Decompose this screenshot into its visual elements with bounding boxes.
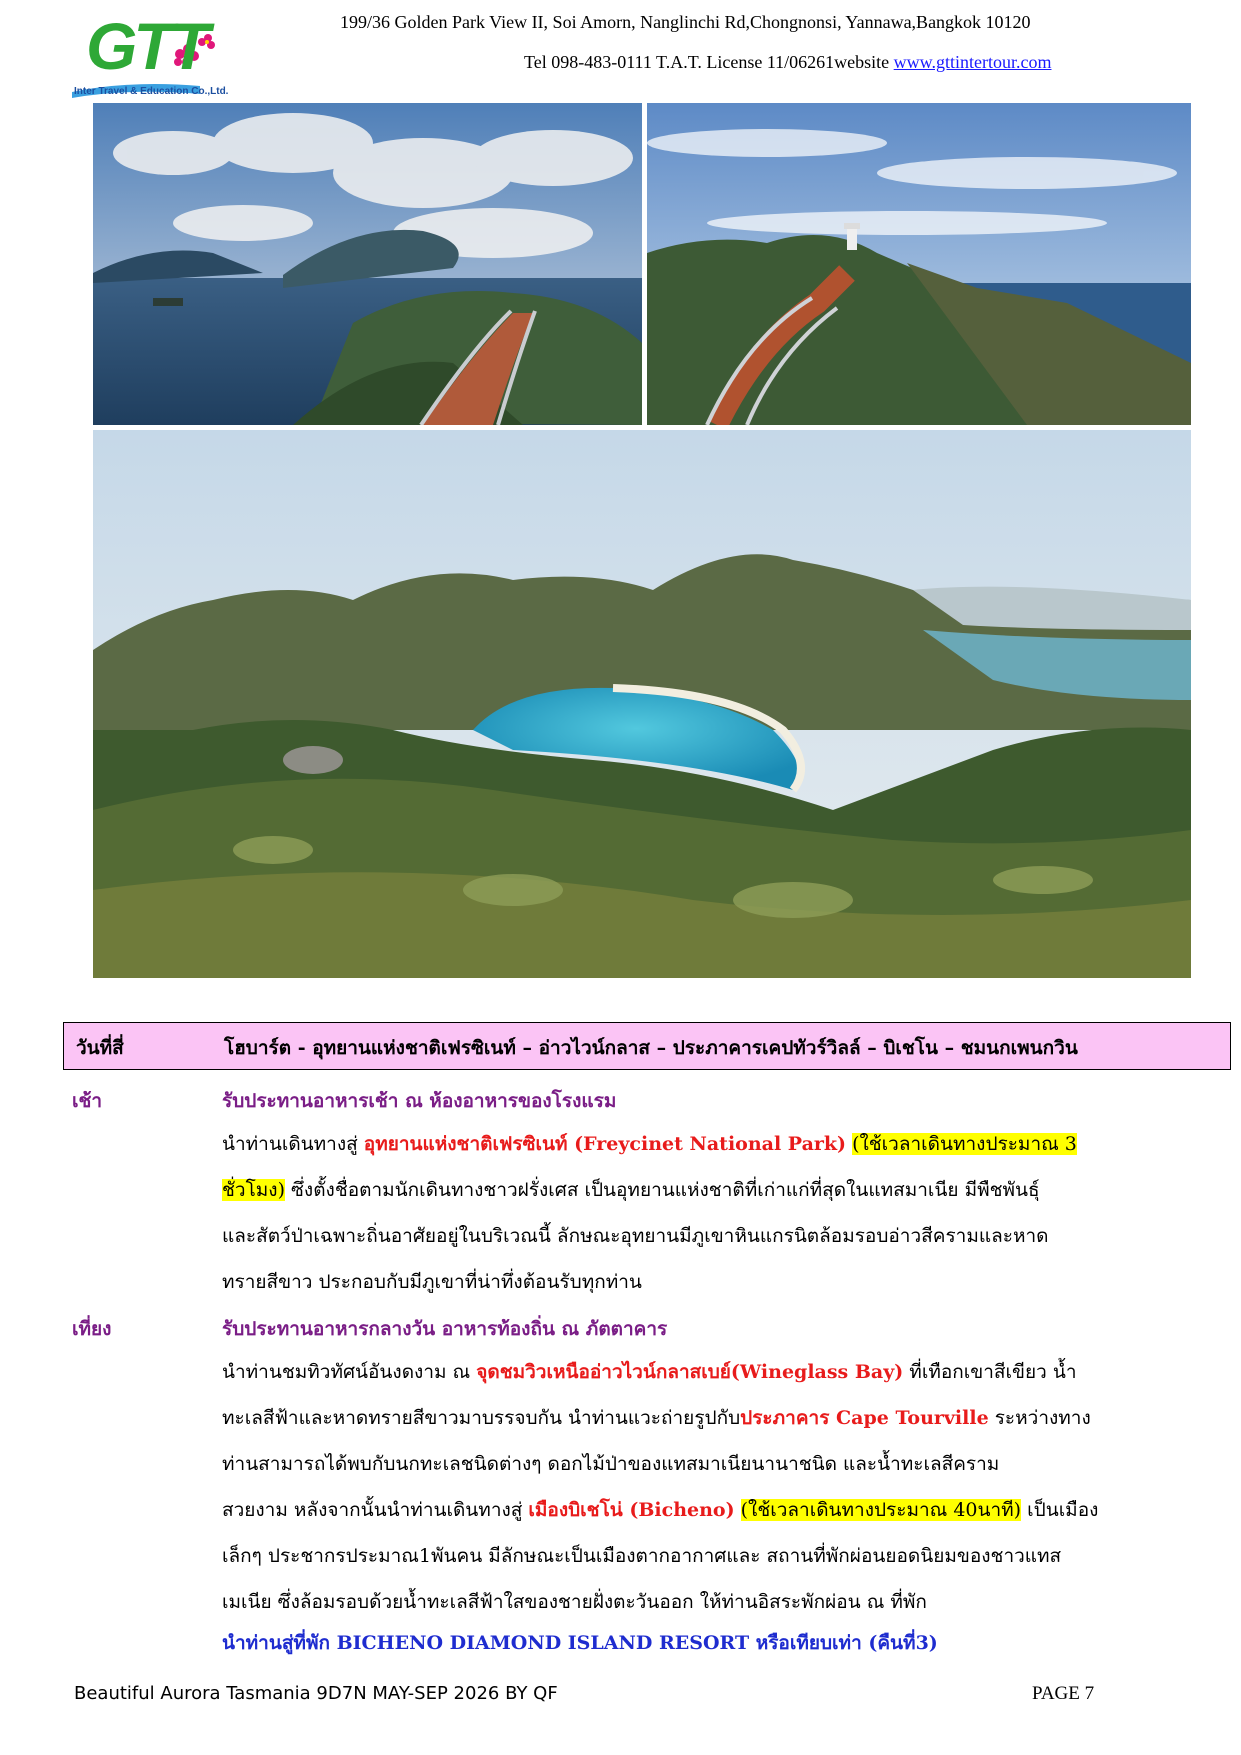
company-address: 199/36 Golden Park View II, Soi Amorn, Nanglinchi Rd,Chongnonsi, Yannawa,Bangkok 10120 — [340, 12, 1031, 32]
day-route: โฮบาร์ต - อุทยานแห่งชาติเฟรซิเนท์ – อ่าวไวน์กลาส – ประภาคารเคปทัวร์วิลล์ – บิเชโน – ชมนกเพนกวิน — [224, 1037, 1078, 1059]
footer-tour-title: Beautiful Aurora Tasmania 9D7N MAY-SEP 2026 BY QF — [74, 1683, 558, 1704]
morning-line-1: นำท่านเดินทางสู่ อุทยานแห่งชาติเฟรซิเนท์ (Freycinet National Park) (ใช้เวลาเดินทางประมาณ 3 — [222, 1133, 1077, 1155]
morning-line-2: ชั่วโมง) ซึ่งตั้งชื่อตามนักเดินทางชาวฝรั่งเศส เป็นอุทยานแห่งชาติที่เก่าแก่ที่สุดในแทสมาเนีย มีพืชพันธุ์ — [222, 1179, 1040, 1201]
time-noon: เที่ยง — [72, 1318, 112, 1340]
noon-line-1: นำท่านชมทิวทัศน์อันงดงาม ณ จุดชมวิวเหนืออ่าวไวน์กลาสเบย์(Wineglass Bay) ที่เทือกเขาสีเขียว น้ำ — [222, 1361, 1077, 1383]
photo-boardwalk-lookout — [93, 103, 642, 425]
breakfast-note: รับประทานอาหารเช้า ณ ห้องอาหารของโรงแรม — [222, 1090, 617, 1112]
noon-line-5: เล็กๆ ประชากรประมาณ1พันคน มีลักษณะเป็นเมืองตากอากาศและ สถานที่พักผ่อนยอดนิยมของชาวแทส — [222, 1545, 1062, 1567]
photo-wineglass-bay — [93, 430, 1191, 978]
travel-time-40min: (ใช้เวลาเดินทางประมาณ 40นาที) — [740, 1499, 1022, 1521]
day-label: วันที่สี่ — [76, 1037, 124, 1059]
logo-text: GTT — [86, 9, 206, 83]
noon-line-4: สวยงาม หลังจากนั้นนำท่านเดินทางสู่ เมืองบิเชโน่ (Bicheno) (ใช้เวลาเดินทางประมาณ 40นาที) เป็นเมือง — [222, 1499, 1099, 1521]
page-number: PAGE 7 — [1032, 1683, 1095, 1704]
noon-line-2: ทะเลสีฟ้าและหาดทรายสีขาวมาบรรจบกัน นำท่านแวะถ่ายรูปกับประภาคาร Cape Tourville ระหว่างทาง — [222, 1407, 1091, 1429]
day-header-bar — [63, 1022, 1231, 1070]
bicheno-name: เมืองบิเชโน่ (Bicheno) — [528, 1499, 735, 1521]
logo-subtitle: Inter Travel & Education Co.,Ltd. — [74, 86, 229, 97]
travel-time-3h: (ใช้เวลาเดินทางประมาณ 3 — [852, 1133, 1077, 1155]
tel-license-text: Tel 098-483-0111 T.A.T. License 11/06261website — [524, 52, 894, 72]
freycinet-park-name: อุทยานแห่งชาติเฟรซิเนท์ (Freycinet National Park) — [363, 1133, 847, 1155]
morning-line-4: ทรายสีขาว ประกอบกับมีภูเขาที่น่าทึ่งต้อนรับทุกท่าน — [222, 1271, 642, 1293]
noon-paragraph — [222, 1349, 1157, 1625]
photo-lighthouse-path — [647, 103, 1191, 425]
wineglass-bay-name: จุดชมวิวเหนืออ่าวไวน์กลาสเบย์(Wineglass Bay) — [476, 1361, 904, 1383]
hotel-note: นำท่านสู่ที่พัก BICHENO DIAMOND ISLAND RESORT หรือเทียบเท่า (คืนที่3) — [222, 1632, 938, 1654]
morning-paragraph — [222, 1121, 1157, 1305]
morning-line-3: และสัตว์ป่าเฉพาะถิ่นอาศัยอยู่ในบริเวณนี้ ลักษณะอุทยานมีภูเขาหินแกรนิตล้อมรอบอ่าวสีครามและหาด — [222, 1225, 1049, 1247]
time-morning: เช้า — [72, 1090, 103, 1112]
noon-line-6: เมเนีย ซึ่งล้อมรอบด้วยน้ำทะเลสีฟ้าใสของชายฝั่งตะวันออก ให้ท่านอิสระพักผ่อน ณ ที่พัก — [222, 1591, 927, 1613]
website-link[interactable]: www.gttintertour.com — [893, 52, 1052, 72]
noon-line-3: ท่านสามารถได้พบกับนกทะเลชนิดต่างๆ ดอกไม้ป่าของแทสมาเนียนานาชนิด และน้ำทะเลสีคราม — [222, 1453, 1000, 1475]
contact-line — [524, 52, 1051, 73]
cape-tourville-name: ประภาคาร Cape Tourville — [740, 1407, 989, 1429]
lunch-note: รับประทานอาหารกลางวัน อาหารท้องถิ่น ณ ภัตตาคาร — [222, 1318, 668, 1340]
